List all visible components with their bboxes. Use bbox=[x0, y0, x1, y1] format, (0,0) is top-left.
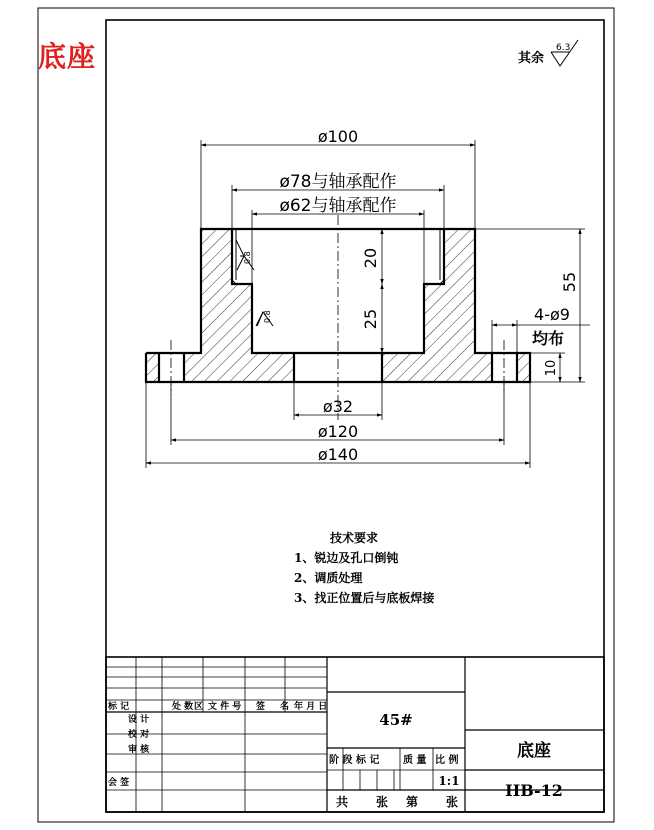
tb-stage-header-2: 比 例 bbox=[435, 755, 459, 766]
technical-requirements bbox=[294, 528, 434, 608]
tb-approve: 会 签 bbox=[108, 778, 130, 788]
tb-scale: 1:1 bbox=[438, 774, 460, 788]
dim-h25: 25 bbox=[361, 308, 380, 330]
tb-row-label-1: 处 数 bbox=[172, 702, 194, 712]
dim-d32: ø32 bbox=[322, 397, 354, 416]
tb-row-label-4: 签 bbox=[256, 702, 266, 712]
dim-d78: ø78与轴承配作 bbox=[279, 172, 397, 192]
tb-row-label-6: 年 月 日 bbox=[294, 702, 328, 712]
svg-text:0.8: 0.8 bbox=[263, 310, 272, 323]
svg-text:其余: 其余 bbox=[518, 51, 545, 66]
tb-part-name: 底座 bbox=[517, 741, 551, 761]
tb-check: 校 对 bbox=[128, 730, 150, 740]
tech-req-item-3: 3、找正位置后与底板焊接 bbox=[294, 591, 435, 605]
tb-stage-header-1: 质 量 bbox=[403, 755, 427, 766]
dim-holes-note: 均布 bbox=[531, 329, 565, 348]
tb-row-label-5: 名 bbox=[280, 702, 290, 712]
dim-d62: ø62与轴承配作 bbox=[279, 196, 397, 216]
tb-material: 45# bbox=[379, 711, 413, 729]
svg-text:0.8: 0.8 bbox=[243, 251, 252, 264]
tb-sheet-no: 第 bbox=[406, 795, 419, 809]
dim-h20: 20 bbox=[361, 247, 380, 269]
tech-req-heading: 技术要求 bbox=[330, 531, 379, 545]
tb-drawing-no: HB-12 bbox=[505, 781, 563, 800]
surface-finish-symbol bbox=[518, 40, 578, 66]
tb-row-label-0: 标 记 bbox=[108, 702, 130, 712]
part-section bbox=[146, 215, 530, 420]
tb-stage-header-0: 阶 段 标 记 bbox=[329, 755, 380, 766]
dim-d120: ø120 bbox=[317, 422, 359, 441]
tb-row-label-3: 文 件 号 bbox=[208, 702, 242, 712]
tech-req-item-2: 2、调质处理 bbox=[294, 571, 363, 585]
dim-d100: ø100 bbox=[317, 127, 359, 146]
tech-req-item-1: 1、锐边及孔口倒钝 bbox=[294, 551, 399, 565]
dim-d140: ø140 bbox=[317, 445, 359, 464]
dim-holes: 4-ø9 bbox=[534, 305, 570, 324]
dim-h10: 10 bbox=[544, 359, 559, 377]
dim-h55: 55 bbox=[560, 271, 579, 293]
roughness-symbol-2 bbox=[256, 310, 273, 326]
drawing-title-red: 底座 bbox=[38, 40, 97, 73]
tb-row-label-2: 区 bbox=[194, 702, 204, 712]
tb-sheet-unit-1: 张 bbox=[376, 795, 389, 809]
tb-review: 审 核 bbox=[128, 745, 150, 755]
svg-text:6.3: 6.3 bbox=[556, 43, 571, 53]
tb-sheet-total: 共 bbox=[336, 795, 349, 809]
roughness-symbol bbox=[236, 240, 254, 270]
tb-sheet-unit-2: 张 bbox=[446, 795, 459, 809]
tb-design: 设 计 bbox=[128, 715, 150, 725]
